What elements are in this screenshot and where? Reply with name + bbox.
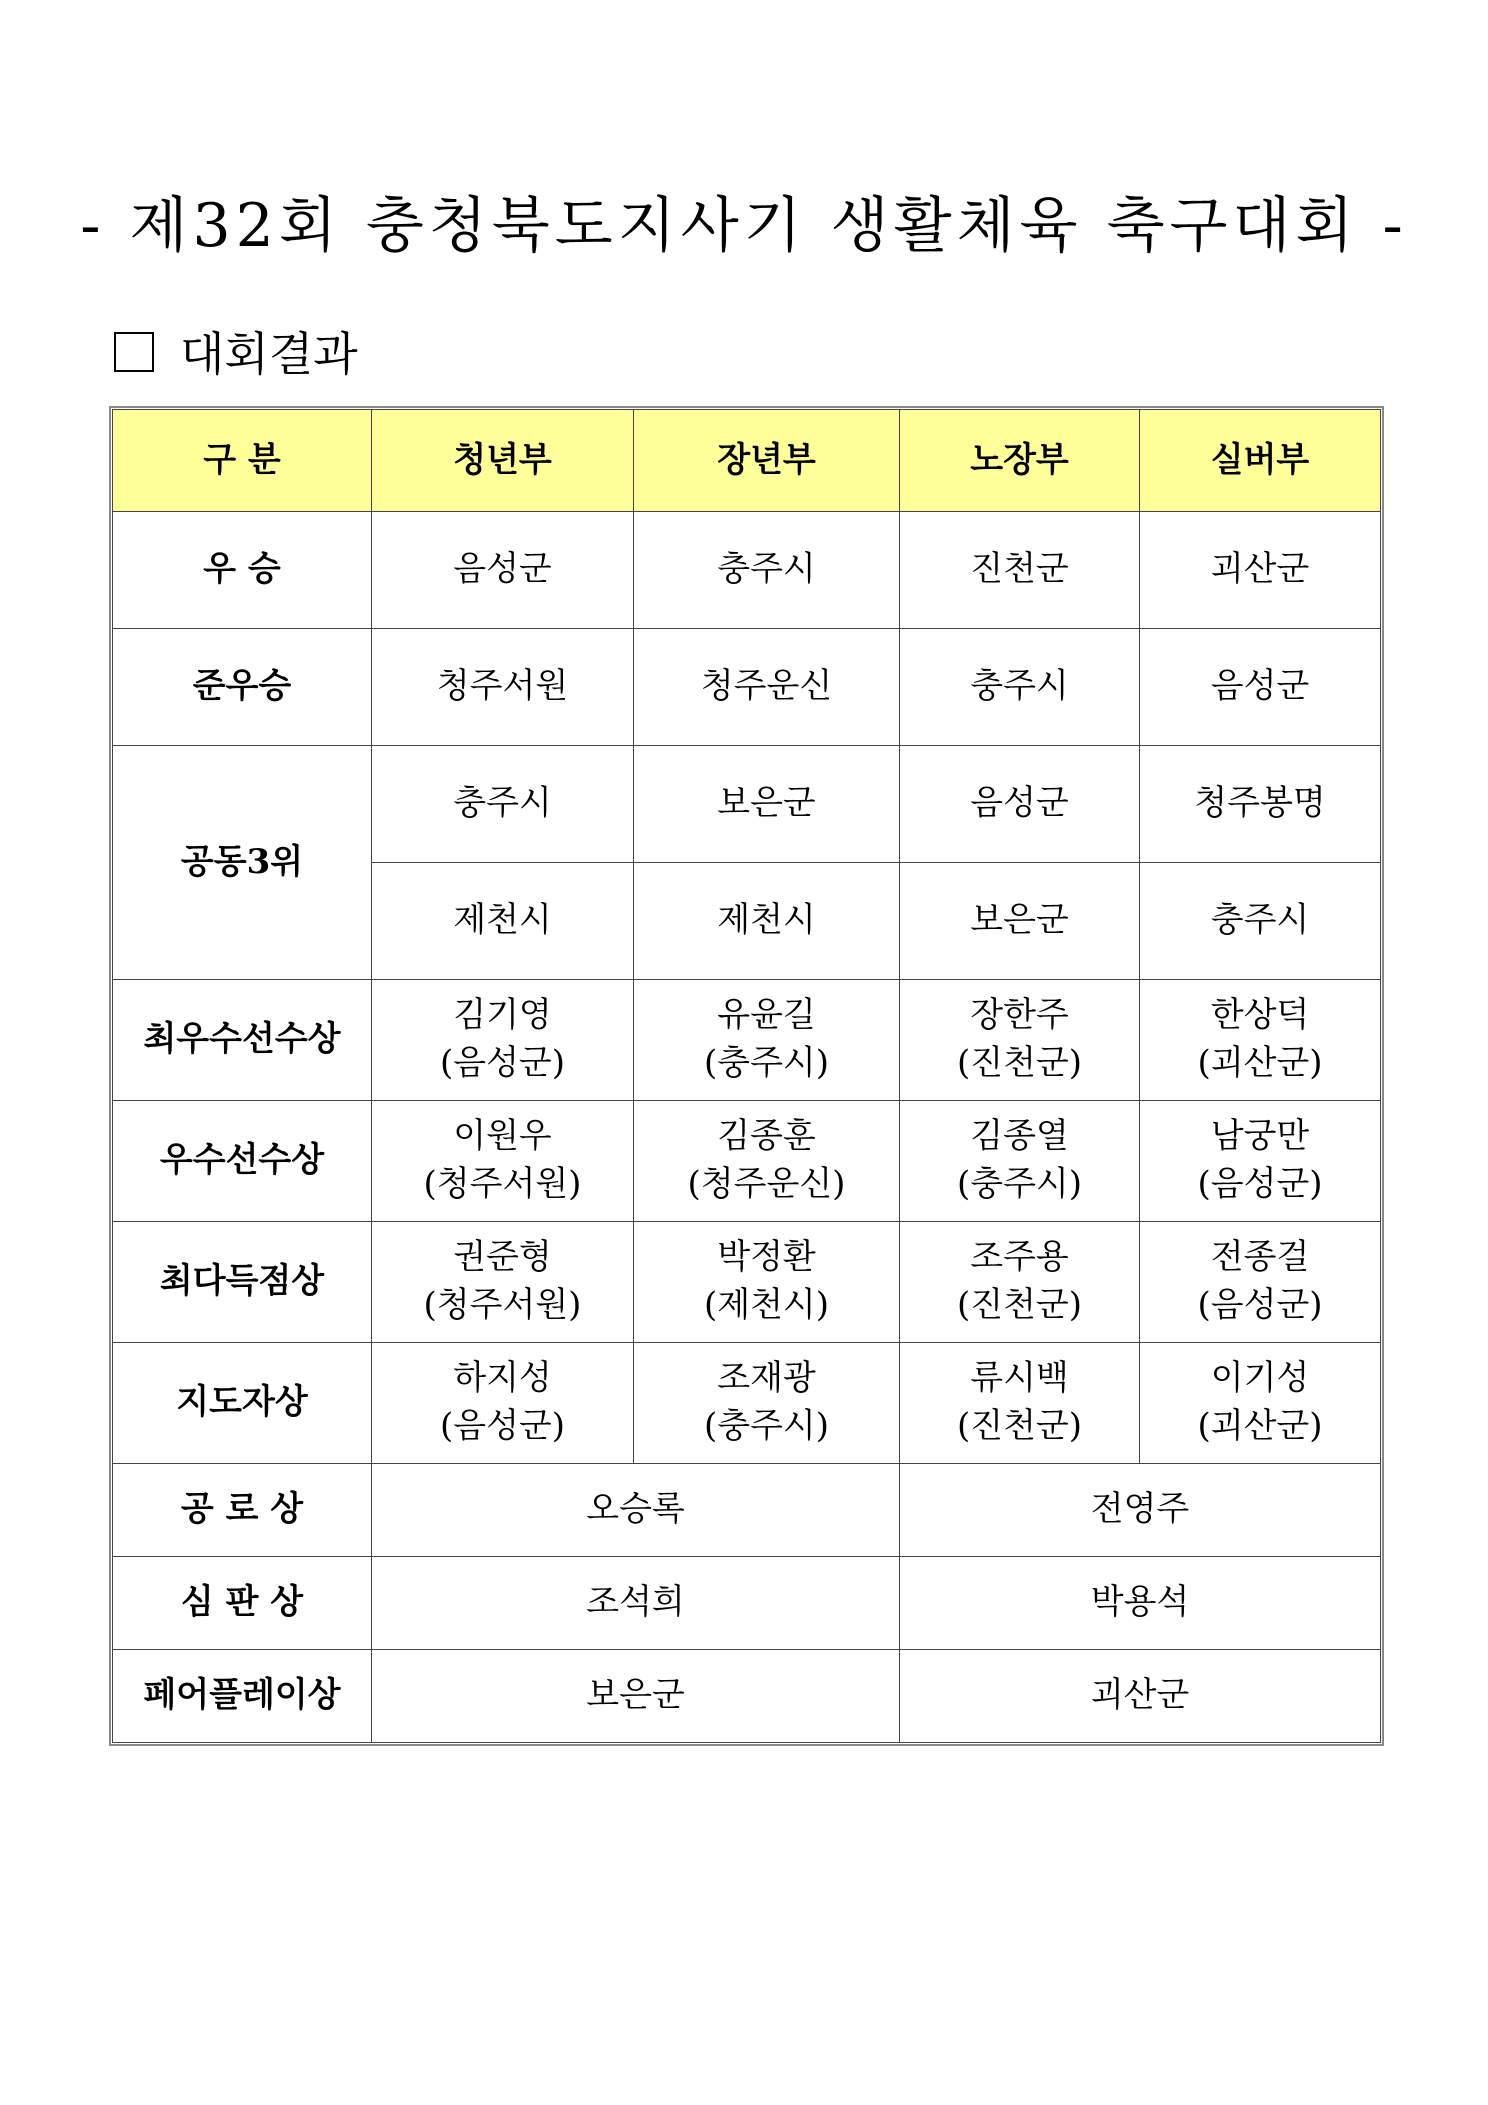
table-cell: 청주서원 (372, 629, 634, 746)
table-cell (900, 1222, 1140, 1343)
table-cell: 제천시 (634, 863, 900, 980)
player-team: (음성군) (439, 1043, 566, 1083)
table-cell: 보은군 (900, 863, 1140, 980)
player-name: 박정환 (717, 1237, 816, 1278)
table-cell (1140, 1222, 1381, 1343)
table-row-runner-up (113, 629, 1381, 746)
table-cell: 보은군 (634, 746, 900, 863)
table-cell: 보은군 (372, 1650, 900, 1743)
table-cell: 충주시 (900, 629, 1140, 746)
coach-name: 하지성 (453, 1358, 552, 1399)
table-cell (900, 1101, 1140, 1222)
player-name: 남궁만 (1210, 1116, 1310, 1157)
coach-name: 조재광 (717, 1358, 816, 1399)
player-name: 한상덕 (1210, 995, 1310, 1036)
row-label-top-scorer: 최다득점상 (113, 1222, 372, 1343)
table-cell: 조석희 (372, 1557, 900, 1650)
table-row-winner (113, 512, 1381, 629)
table-cell (372, 1222, 634, 1343)
table-row-referee (113, 1557, 1381, 1650)
player-name: 유윤길 (717, 995, 816, 1036)
player-name: 이원우 (453, 1116, 552, 1157)
header-category: 구 분 (113, 410, 372, 512)
table-cell: 괴산군 (900, 1650, 1381, 1743)
row-label-third: 공동3위 (113, 746, 372, 980)
row-label-coach: 지도자상 (113, 1343, 372, 1464)
table-cell: 음성군 (900, 746, 1140, 863)
table-cell: 음성군 (372, 512, 634, 629)
table-row-excellent (113, 1101, 1381, 1222)
row-label-mvp: 최우수선수상 (113, 980, 372, 1101)
player-name: 장한주 (970, 995, 1069, 1036)
table-cell (1140, 1343, 1381, 1464)
table-cell (634, 1101, 900, 1222)
player-name: 김기영 (453, 995, 552, 1036)
table-cell: 진천군 (900, 512, 1140, 629)
table-cell (372, 980, 634, 1101)
table-row-top-scorer (113, 1222, 1381, 1343)
table-cell: 충주시 (372, 746, 634, 863)
table-cell: 음성군 (1140, 629, 1381, 746)
player-team: (청주운신) (687, 1164, 846, 1204)
player-team: (진천군) (956, 1285, 1083, 1325)
table-row-merit (113, 1464, 1381, 1557)
table-cell (1140, 1101, 1381, 1222)
table-cell: 괴산군 (1140, 512, 1381, 629)
coach-team: (음성군) (439, 1406, 566, 1446)
header-senior: 노장부 (900, 410, 1140, 512)
coach-name: 이기성 (1210, 1358, 1310, 1399)
table-cell: 청주운신 (634, 629, 900, 746)
table-cell (372, 1101, 634, 1222)
player-team: (청주서원) (423, 1285, 582, 1325)
player-team: (충주시) (703, 1043, 830, 1083)
table-cell (634, 1222, 900, 1343)
table-row-fairplay (113, 1650, 1381, 1743)
row-label-runner-up: 준우승 (113, 629, 372, 746)
table-cell: 전영주 (900, 1464, 1381, 1557)
row-label-referee: 심 판 상 (113, 1557, 372, 1650)
player-team: (음성군) (1197, 1285, 1323, 1325)
table-cell (372, 1343, 634, 1464)
player-name: 김종열 (970, 1116, 1069, 1157)
table-cell (634, 1343, 900, 1464)
header-adult: 장년부 (634, 410, 900, 512)
player-name: 권준형 (453, 1237, 552, 1278)
player-name: 조주용 (970, 1237, 1069, 1278)
header-silver: 실버부 (1140, 410, 1381, 512)
row-label-winner: 우 승 (113, 512, 372, 629)
section-heading-text: 대회결과 (180, 327, 358, 381)
player-team: (음성군) (1197, 1164, 1323, 1204)
table-header-row (113, 410, 1381, 512)
table-row-mvp (113, 980, 1381, 1101)
player-team: (진천군) (956, 1043, 1083, 1083)
section-heading (114, 318, 358, 384)
player-team: (충주시) (956, 1164, 1083, 1204)
coach-team: (충주시) (703, 1406, 830, 1446)
table-cell: 충주시 (634, 512, 900, 629)
player-name: 김종훈 (717, 1116, 816, 1157)
table-cell: 충주시 (1140, 863, 1381, 980)
player-name: 전종걸 (1210, 1237, 1310, 1278)
player-team: (괴산군) (1197, 1043, 1323, 1083)
table-cell: 청주봉명 (1140, 746, 1381, 863)
row-label-excellent: 우수선수상 (113, 1101, 372, 1222)
header-youth: 청년부 (372, 410, 634, 512)
table-cell (900, 1343, 1140, 1464)
results-table (112, 409, 1381, 1743)
table-cell (634, 980, 900, 1101)
coach-name: 류시백 (970, 1358, 1069, 1399)
table-cell: 박용석 (900, 1557, 1381, 1650)
coach-team: (진천군) (956, 1406, 1083, 1446)
table-cell (900, 980, 1140, 1101)
checkbox-square-icon (114, 332, 154, 372)
table-cell: 제천시 (372, 863, 634, 980)
table-row-coach (113, 1343, 1381, 1464)
row-label-merit: 공 로 상 (113, 1464, 372, 1557)
player-team: (제천시) (703, 1285, 830, 1325)
table-cell: 오승록 (372, 1464, 900, 1557)
coach-team: (괴산군) (1197, 1406, 1323, 1446)
table-row-third-a (113, 746, 1381, 863)
player-team: (청주서원) (423, 1164, 582, 1204)
row-label-fairplay: 페어플레이상 (113, 1650, 372, 1743)
document-title: - 제32회 충청북도지사기 생활체육 축구대회 - (80, 191, 1408, 261)
table-cell (1140, 980, 1381, 1101)
